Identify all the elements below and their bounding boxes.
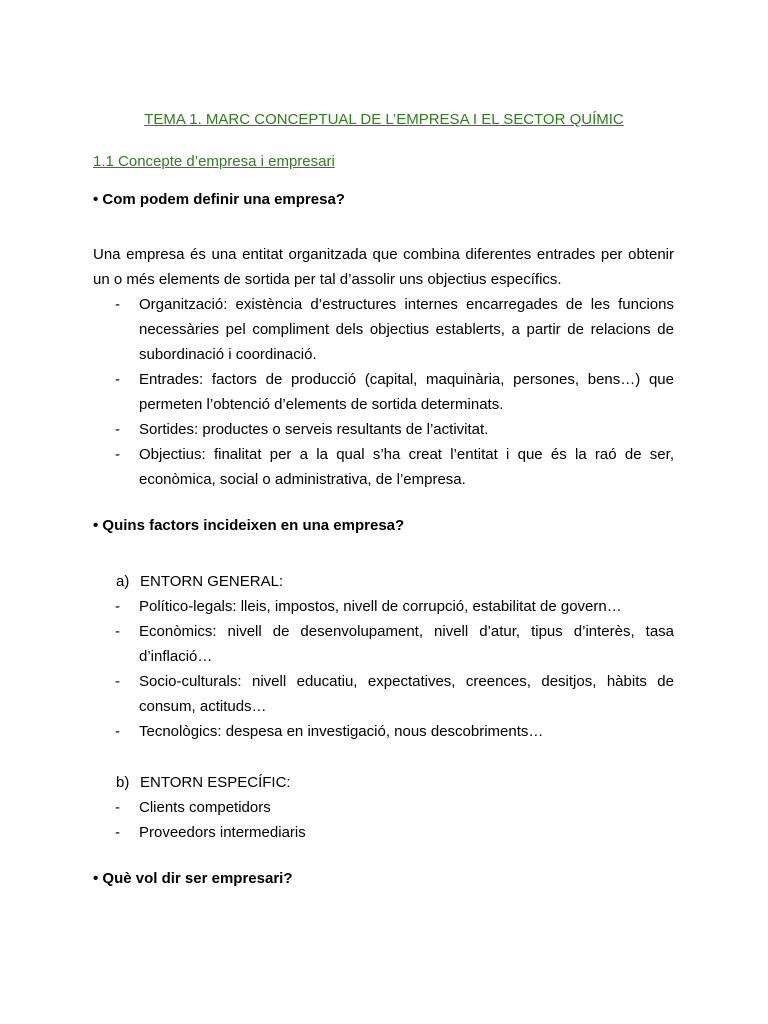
dash-marker: -: [115, 371, 120, 388]
dash-marker: -: [115, 623, 120, 640]
general-environment-list: [93, 594, 674, 744]
dash-marker: -: [115, 421, 120, 438]
question-factors: • Quins factors incideixen en una empresa?: [93, 517, 405, 534]
specific-environment-list: [93, 795, 674, 845]
dash-marker: -: [115, 598, 120, 615]
question-entrepreneur: • Què vol dir ser empresari?: [93, 870, 293, 887]
list-item-politico-legals: - Político-legals: lleis, impostos, nivell de corrupció, estabilitat de govern…: [93, 594, 674, 619]
dash-marker: -: [115, 296, 120, 313]
dash-marker: -: [115, 446, 120, 463]
definition-list: [93, 292, 674, 492]
subheading-entorn-general: a) ENTORN GENERAL:: [116, 569, 283, 594]
subheading-letter: a): [116, 573, 130, 590]
document-title: TEMA 1. MARC CONCEPTUAL DE L’EMPRESA I EL SECTOR QUÍMIC: [144, 111, 624, 128]
dash-marker: -: [115, 723, 120, 740]
definition-paragraph: Una empresa és una entitat organitzada que combina diferentes entrades per obtenir un o més elements de sortida per tal d’assolir uns objectius específics.: [93, 246, 674, 288]
list-item-proveedors: - Proveedors intermediaris: [93, 820, 674, 845]
list-item-entrades: - Entrades: factors de producció (capital, maquinària, persones, bens…) que permeten l’obtenció d’elements de sortida determinats.: [93, 367, 674, 417]
question-define-company: • Com podem definir una empresa?: [93, 191, 345, 208]
section-heading: 1.1 Concepte d’empresa i empresari: [93, 153, 335, 170]
list-item-sortides: - Sortides: productes o serveis resultants de l’activitat.: [93, 417, 674, 442]
dash-marker: -: [115, 824, 120, 841]
subheading-letter: b): [116, 774, 130, 791]
dash-marker: -: [115, 799, 120, 816]
dash-marker: -: [115, 673, 120, 690]
subheading-entorn-especific: b) ENTORN ESPECÍFIC:: [116, 770, 291, 795]
list-item-organitzacio: - Organització: existència d’estructures internes encarregades de les funcions necessàries pel compliment dels objectius establerts, a partir de relacions de subordinació i coordinació.: [93, 292, 674, 367]
list-item-economics: - Econòmics: nivell de desenvolupament, nivell d’atur, tipus d’interès, tasa d’inflació…: [93, 619, 674, 669]
list-item-tecnologics: - Tecnològics: despesa en investigació, nous descobriments…: [93, 719, 674, 744]
list-item-socio-culturals: - Socio-culturals: nivell educatiu, expectatives, creences, desitjos, hàbits de consum, actituds…: [93, 669, 674, 719]
list-item-clients: - Clients competidors: [93, 795, 674, 820]
list-item-objectius: - Objectius: finalitat per a la qual s’ha creat l’entitat i que és la raó de ser, econòmica, social o administrativa, de l’empresa.: [93, 442, 674, 492]
